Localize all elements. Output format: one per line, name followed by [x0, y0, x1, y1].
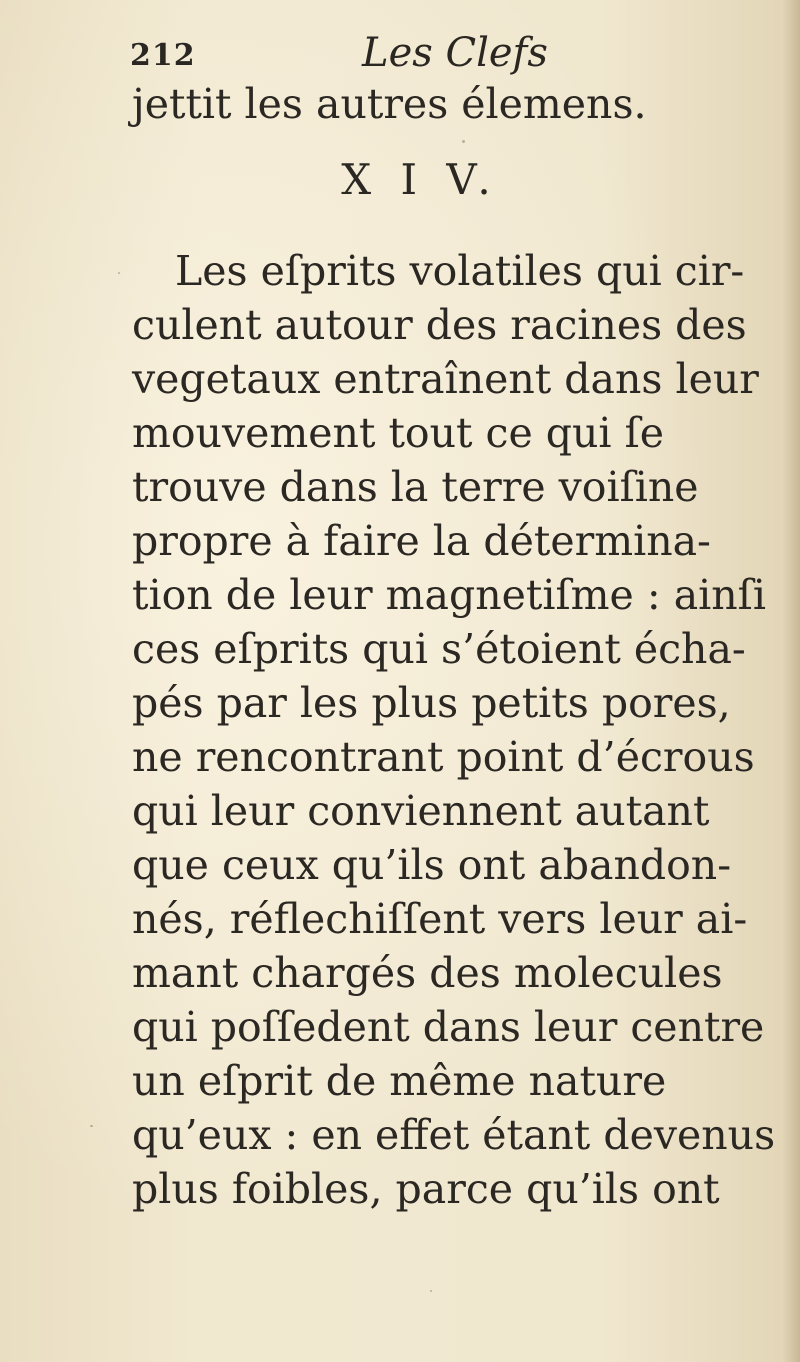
text-line: qu’eux : en effet étant devenus: [132, 1111, 776, 1159]
text-line: culent autour des racines des: [132, 301, 747, 349]
text-line: tion de leur magnetiſme : ainſi: [132, 571, 766, 619]
text-line: vegetaux entraînent dans leur: [132, 355, 759, 403]
page-edge-shadow: [782, 0, 800, 1362]
text-line: ne rencontrant point d’écrous: [132, 733, 755, 781]
paper-speck: [430, 1290, 432, 1292]
paragraph-first-line: Les eſprits volatiles qui cir-: [175, 247, 745, 295]
text-line: trouve dans la terre voiſine: [132, 463, 699, 511]
page-number: 212: [130, 38, 196, 73]
text-line: mouvement tout ce qui ſe: [132, 409, 665, 457]
paper-speck: [118, 272, 120, 274]
text-line: qui leur conviennent autant: [132, 787, 710, 835]
text-line: un eſprit de même nature: [132, 1057, 667, 1105]
text-line: pés par les plus petits pores,: [132, 679, 731, 727]
text-line: jettit les autres élemens.: [132, 80, 647, 128]
paper-speck: [462, 140, 465, 143]
text-line: propre à faire la détermina-: [132, 517, 711, 565]
text-line: plus foibles, parce qu’ils ont: [132, 1165, 720, 1213]
running-header: [130, 30, 750, 80]
section-heading: X I V.: [341, 155, 499, 204]
text-line: ces eſprits qui s’étoient écha-: [132, 625, 746, 673]
text-line: qui poſſedent dans leur centre: [132, 1003, 765, 1051]
paper-speck: [90, 1125, 93, 1127]
text-line: mant chargés des molecules: [132, 949, 723, 997]
text-line: nés, réflechiſſent vers leur ai-: [132, 895, 748, 943]
text-line: que ceux qu’ils ont abandon-: [132, 841, 732, 889]
running-title: Les Clefs: [362, 30, 548, 76]
